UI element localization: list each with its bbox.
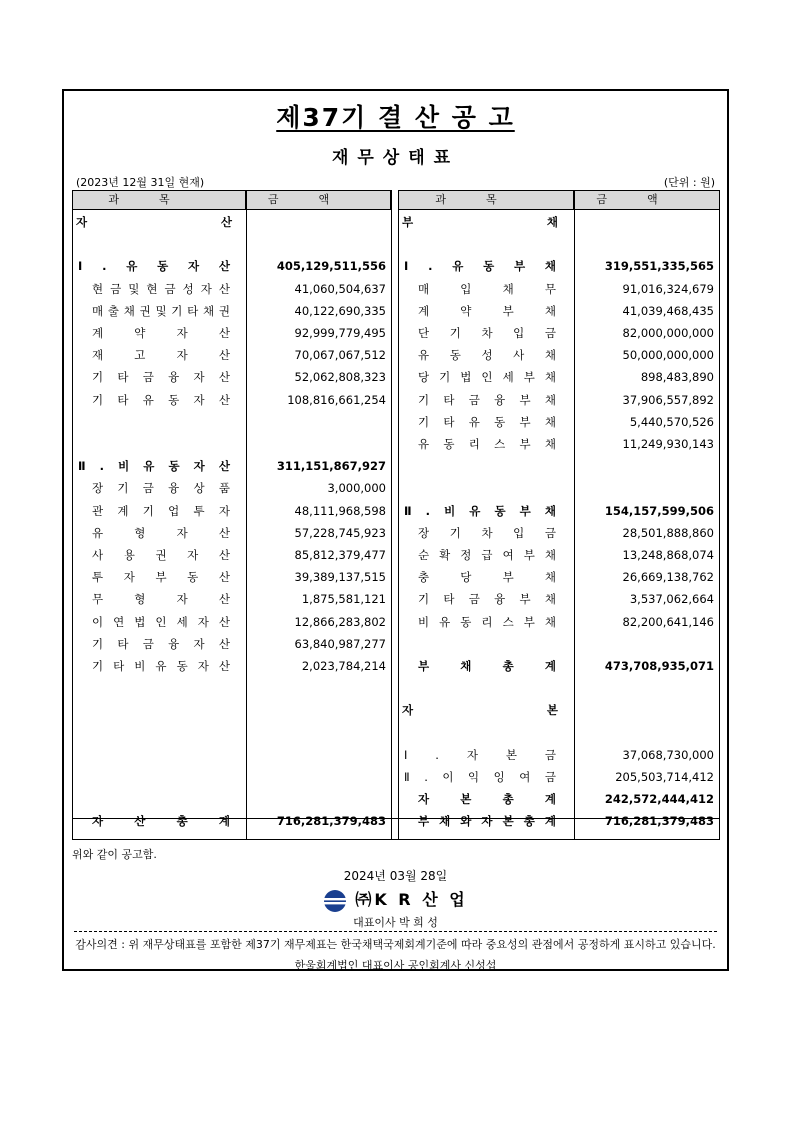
row-label: 기 타 금 융 부 채 <box>418 392 556 407</box>
row-label: 재 고 자 산 <box>92 348 230 363</box>
row-amount: 473,708,935,071 <box>604 659 714 673</box>
col-header-subject: 과목 <box>72 190 246 210</box>
table-row <box>398 744 720 766</box>
row-amount: 26,669,138,762 <box>622 570 714 585</box>
row-amount: 85,812,379,477 <box>294 548 386 562</box>
row-label: 자 본 총 계 <box>418 792 556 807</box>
row-amount: 57,228,745,923 <box>294 525 386 540</box>
company-logo-icon <box>323 889 347 913</box>
table-row <box>72 500 391 522</box>
table-row <box>398 766 720 788</box>
row-label: 충 당 부 채 <box>418 570 556 585</box>
ceo-name: 대표이사 박 희 성 <box>353 916 438 929</box>
section-header-assets <box>72 211 391 233</box>
table-row <box>72 344 391 366</box>
statement-date: (2023년 12월 31일 현재) <box>76 176 205 189</box>
row-label: 자 산 <box>76 215 232 229</box>
row-label: 장 기 금 융 상 품 <box>92 481 230 496</box>
row-label: 기 타 금 융 부 채 <box>418 592 556 607</box>
row-label: 기 타 금 융 자 산 <box>92 636 230 651</box>
liabilities-total-row <box>398 655 720 677</box>
table-row <box>398 433 720 455</box>
row-label: 이 연 법 인 세 자 산 <box>92 614 230 629</box>
row-amount: 108,816,661,254 <box>287 392 386 407</box>
row-amount: 91,016,324,679 <box>622 281 714 296</box>
table-row <box>398 566 720 588</box>
row-label: 관 계 기 업 투 자 <box>92 503 230 518</box>
table-row <box>72 366 391 388</box>
equity-total-row <box>398 788 720 810</box>
table-row <box>398 500 720 522</box>
section-header-liabilities <box>398 211 720 233</box>
row-amount: 319,551,335,565 <box>604 259 714 274</box>
col-header-amount: 금액 <box>574 190 720 210</box>
col-header-subject: 과목 <box>398 190 574 210</box>
row-label: 자 산 총 계 <box>92 814 230 829</box>
row-label: 무 형 자 산 <box>92 592 230 607</box>
row-label: 당 기 법 인 세 부 채 <box>418 370 556 385</box>
row-label: Ⅱ . 비 유 동 부 채 <box>404 503 556 518</box>
row-amount: 405,129,511,556 <box>276 259 386 274</box>
company-name: ㈜K R 산 업 <box>355 890 468 909</box>
row-amount: 311,151,867,927 <box>276 459 386 474</box>
balance-sheet-table <box>72 190 720 840</box>
table-row <box>72 611 391 633</box>
row-amount: 3,000,000 <box>327 481 386 496</box>
row-label: 매 출 채 권 및 기 타 채 권 <box>92 303 230 318</box>
column-divider <box>391 190 392 840</box>
table-row <box>398 588 720 610</box>
row-label: 부 채 <box>402 215 558 229</box>
row-amount: 5,440,570,526 <box>629 414 714 429</box>
row-label: 비 유 동 리 스 부 채 <box>418 614 556 629</box>
table-row <box>398 411 720 433</box>
row-amount: 716,281,379,483 <box>604 814 714 829</box>
row-amount: 63,840,987,277 <box>294 636 386 651</box>
row-amount: 52,062,808,323 <box>294 370 386 385</box>
dashed-divider <box>74 931 717 932</box>
company-block <box>64 887 727 913</box>
announcement-note: 위와 같이 공고함. <box>72 848 157 861</box>
row-amount: 28,501,888,860 <box>622 525 714 540</box>
row-label: Ⅱ . 비 유 동 자 산 <box>78 459 230 474</box>
row-label: 기 타 유 동 자 산 <box>92 392 230 407</box>
table-row <box>398 255 720 277</box>
row-label: 현 금 및 현 금 성 자 산 <box>92 281 230 296</box>
table-row <box>72 278 391 300</box>
row-amount: 37,906,557,892 <box>622 392 714 407</box>
assets-total-row <box>72 810 391 832</box>
announcement-frame <box>62 89 729 971</box>
table-row <box>72 322 391 344</box>
table-row <box>72 522 391 544</box>
row-amount: 82,000,000,000 <box>622 326 714 340</box>
row-amount: 82,200,641,146 <box>622 614 714 629</box>
table-row <box>72 477 391 499</box>
row-amount: 70,067,067,512 <box>294 348 386 363</box>
table-row <box>72 633 391 655</box>
table-row <box>398 344 720 366</box>
row-label: 장 기 차 입 금 <box>418 525 556 540</box>
audit-opinion: 감사의견 : 위 재무상태표를 포함한 제37기 재무제표는 한국채택국제회계기준에 따라 중요성의 관점에서 공정하게 표시하고 있습니다. <box>75 938 716 951</box>
row-amount: 898,483,890 <box>640 370 714 385</box>
table-bottom-border <box>72 839 720 840</box>
row-label: 순 확 정 급 여 부 채 <box>418 548 556 562</box>
table-row <box>72 389 391 411</box>
table-row <box>398 611 720 633</box>
row-label: 계 약 자 산 <box>92 326 230 340</box>
table-row <box>72 566 391 588</box>
table-row <box>398 300 720 322</box>
row-label: Ⅰ . 유 동 부 채 <box>404 259 556 274</box>
row-amount: 1,875,581,121 <box>301 592 386 607</box>
row-label: 사 용 권 자 산 <box>92 548 230 562</box>
row-amount: 48,111,968,598 <box>294 503 386 518</box>
row-amount: 11,249,930,143 <box>622 437 714 451</box>
sign-date: 2024년 03월 28일 <box>343 869 448 883</box>
table-row <box>398 522 720 544</box>
row-amount: 37,068,730,000 <box>622 747 714 762</box>
table-row <box>398 389 720 411</box>
table-row <box>398 278 720 300</box>
row-label: Ⅰ . 자 본 금 <box>404 747 556 762</box>
row-label: 매 입 채 무 <box>418 281 556 296</box>
auditor-name: 한울회계법인 대표이사 공인회계사 신성섭 <box>294 959 497 972</box>
row-amount: 154,157,599,506 <box>604 503 714 518</box>
table-row <box>72 455 391 477</box>
currency-unit: (단위 : 원) <box>663 176 715 189</box>
row-label: 유 동 성 사 채 <box>418 348 556 363</box>
table-row <box>398 322 720 344</box>
row-amount: 12,866,283,802 <box>294 614 386 629</box>
row-label: 부 채 와 자 본 총 계 <box>418 814 556 829</box>
col-header-amount: 금액 <box>246 190 391 210</box>
row-label: 투 자 부 동 산 <box>92 570 230 585</box>
statement-title: 재무상태표 <box>331 148 460 168</box>
row-amount: 242,572,444,412 <box>604 792 714 807</box>
row-amount: 41,060,504,637 <box>294 281 386 296</box>
row-amount: 2,023,784,214 <box>301 659 386 673</box>
row-label: 단 기 차 입 금 <box>418 326 556 340</box>
table-row <box>72 655 391 677</box>
table-row <box>72 588 391 610</box>
row-amount: 92,999,779,495 <box>294 326 386 340</box>
row-label: 기 타 비 유 동 자 산 <box>92 659 230 673</box>
row-amount: 40,122,690,335 <box>294 303 386 318</box>
row-amount: 716,281,379,483 <box>276 814 386 829</box>
row-amount: 41,039,468,435 <box>622 303 714 318</box>
row-amount: 39,389,137,515 <box>294 570 386 585</box>
liabilities-equity-total-row <box>398 810 720 832</box>
row-label: 유 동 리 스 부 채 <box>418 437 556 451</box>
row-label: 기 타 유 동 부 채 <box>418 414 556 429</box>
table-row <box>398 366 720 388</box>
row-label: 유 형 자 산 <box>92 525 230 540</box>
table-row <box>398 544 720 566</box>
table-row <box>72 255 391 277</box>
page-title: 제37기 결 산 공 고 <box>276 103 515 132</box>
row-label: 자 본 <box>402 703 558 718</box>
row-label: Ⅱ . 이 익 잉 여 금 <box>404 770 556 784</box>
row-amount: 3,537,062,664 <box>629 592 714 607</box>
row-label: 부 채 총 계 <box>418 659 556 673</box>
row-amount: 50,000,000,000 <box>622 348 714 363</box>
row-amount: 13,248,868,074 <box>622 548 714 562</box>
table-row <box>72 300 391 322</box>
table-row <box>72 544 391 566</box>
row-label: 기 타 금 융 자 산 <box>92 370 230 385</box>
section-header-equity <box>398 699 720 721</box>
row-amount: 205,503,714,412 <box>615 770 714 784</box>
row-label: 계 약 부 채 <box>418 303 556 318</box>
row-label: Ⅰ . 유 동 자 산 <box>78 259 230 274</box>
